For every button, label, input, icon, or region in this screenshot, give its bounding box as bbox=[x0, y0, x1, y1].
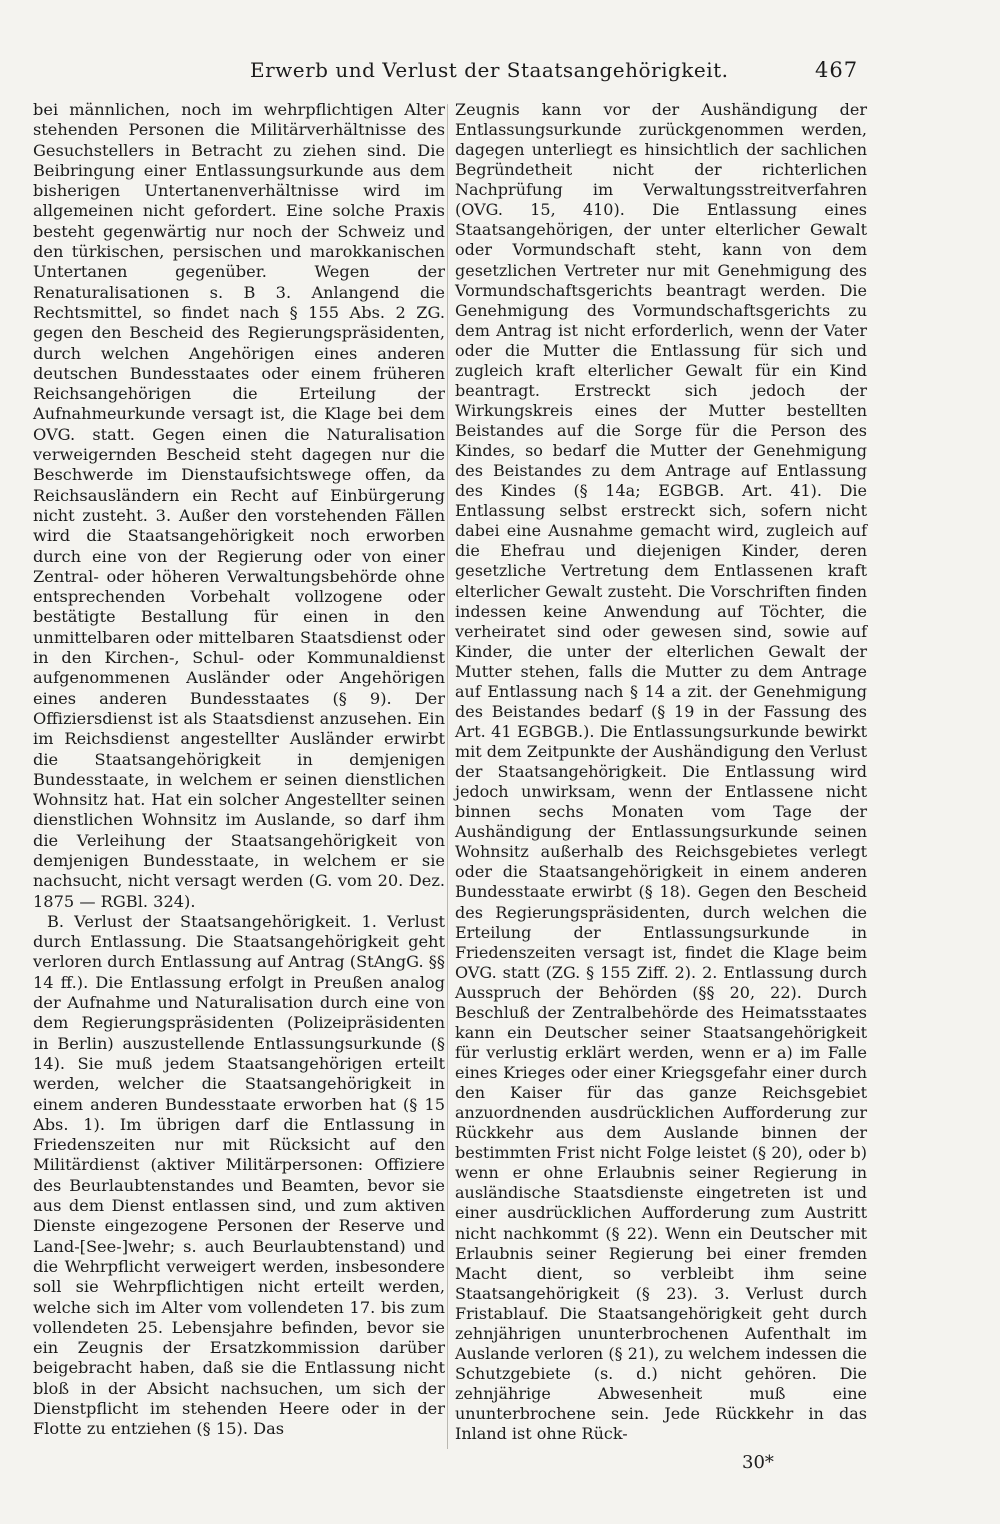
signature-mark: 30* bbox=[742, 1452, 774, 1473]
right-paragraph-1: Zeugnis kann vor der Aushändigung der Entlassungsurkunde zurückgenommen werden, dagegen unterliegt es hinsichtlich der sachlichen Begründetheit nicht der richterlichen Nachprüfung im Verwaltungsstreitverfahren (OVG. 15, 410). Die Entlassung eines Staatsangehörigen, der unter elterlicher Gewalt oder Vormundschaft steht, kann von dem gesetzlichen Vertreter nur mit Genehmigung des Vormundschaftsgerichts beantragt werden. Die Genehmigung des Vormundschaftsgerichts zu dem Antrag ist nicht erforderlich, wenn der Vater oder die Mutter die Entlassung für sich und zugleich kraft elterlicher Gewalt für ein Kind beantragt. Erstreckt sich jedoch der Wirkungskreis eines der Mutter bestellten Beistandes auf die Sorge für die Person des Kindes, so bedarf die Mutter der Genehmigung des Beistandes zu dem Antrage auf Entlassung des Kindes (§ 14a; EGBGB. Art. 41). Die Entlassung selbst erstreckt sich, sofern nicht dabei eine Ausnahme gemacht wird, zugleich auf die Ehefrau und diejenigen Kinder, deren gesetzliche Vertretung dem Entlassenen kraft elterlicher Gewalt zusteht. Die Vorschriften finden indessen keine Anwendung auf Töchter, die verheiratet sind oder gewesen sind, sowie auf Kinder, die unter der elterlichen Gewalt der Mutter stehen, falls die Mutter zu dem Antrage auf Entlassung nach § 14 a zit. der Genehmigung des Beistandes bedarf (§ 19 in der Fassung des Art. 41 EGBGB.). Die Entlassungsurkunde bewirkt mit dem Zeitpunkte der Aushändigung den Verlust der Staatsangehörigkeit. Die Entlassung wird jedoch unwirksam, wenn der Entlassene nicht binnen sechs Monaten vom Tage der Aushändigung der Entlassungsurkunde seinen Wohnsitz außerhalb des Reichsgebietes verlegt oder die Staatsangehörigkeit in einem anderen Bundesstaate erwirbt (§ 18). Gegen den Bescheid des Regierungspräsidenten, durch welchen die Erteilung der Entlassungsurkunde in Friedenszeiten versagt ist, findet die Klage beim OVG. statt (ZG. § 155 Ziff. 2). 2. Entlassung durch Ausspruch der Behörden (§§ 20, 22). Durch Beschluß der Zentralbehörde des Heimatsstaates kann ein Deutscher seiner Staatsangehörigkeit für verlustig erklärt werden, wenn er a) im Falle eines Krieges oder einer Kriegsgefahr einer durch den Kaiser für das ganze Reichsgebiet anzuordnenden ausdrücklichen Aufforderung zur Rückkehr aus dem Auslande binnen der bestimmten Frist nicht Folge leistet (§ 20), oder b) wenn er ohne Erlaubnis seiner Regierung in ausländische Staatsdienste eingetreten ist und einer ausdrücklichen Aufforderung zum Austritt nicht nachkommt (§ 22). Wenn ein Deutscher mit Erlaubnis seiner Regierung bei einer fremden Macht dient, so verbleibt ihm seine Staatsangehörigkeit (§ 23). 3. Verlust durch Fristablauf. Die Staatsangehörigkeit geht durch zehnjährigen ununterbrochenen Aufenthalt im Auslande verloren (§ 21), zu welchem indessen die Schutzgebiete (s. d.) nicht gehören. Die zehnjährige Abwesenheit muß eine ununterbrochene sein. Jede Rückkehr in das Inland ist ohne Rück- bbox=[455, 100, 868, 1444]
page-number: 467 bbox=[815, 58, 859, 82]
left-column bbox=[33, 100, 445, 1440]
left-paragraph-1: bei männlichen, noch im wehrpflichtigen Alter stehenden Personen die Militärverhältnisse des Gesuchstellers in Betracht zu ziehen sind. Die Beibringung einer Entlassungsurkunde aus dem bisherigen Untertanenverhältnisse wird im allgemeinen nicht gefordert. Eine solche Praxis besteht gegenwärtig nur noch der Schweiz und den türkischen, persischen und marokkanischen Untertanen gegenüber. Wegen der Renaturalisationen s. B 3. Anlangend die Rechtsmittel, so findet nach § 155 Abs. 2 ZG. gegen den Bescheid des Regierungspräsidenten, durch welchen Angehörigen eines anderen deutschen Bundesstaates oder einem früheren Reichsangehörigen die Erteilung der Aufnahmeurkunde versagt ist, die Klage bei dem OVG. statt. Gegen einen die Naturalisation verweigernden Bescheid steht dagegen nur die Beschwerde im Dienstaufsichtswege offen, da Reichsausländern ein Recht auf Einbürgerung nicht zusteht. 3. Außer den vorstehenden Fällen wird die Staatsangehörigkeit noch erworben durch eine von der Regierung oder von einer Zentral- oder höheren Verwaltungsbehörde ohne entsprechenden Vorbehalt vollzogene oder bestätigte Bestallung für einen in den unmittelbaren oder mittelbaren Staatsdienst oder in den Kirchen-, Schul- oder Kommunaldienst aufgenommenen Ausländer oder Angehörigen eines anderen Bundesstaates (§ 9). Der Offiziersdienst ist als Staatsdienst anzusehen. Ein im Reichsdienst angestellter Ausländer erwirbt die Staatsangehörigkeit in demjenigen Bundesstaate, in welchem er seinen dienstlichen Wohnsitz hat. Hat ein solcher Angestellter seinen dienstlichen Wohnsitz im Auslande, so darf ihm die Verleihung der Staatsangehörigkeit von demjenigen Bundesstaate, in welchem er sie nachsucht, nicht versagt werden (G. vom 20. Dez. 1875 — RGBl. 324). bbox=[33, 100, 445, 911]
left-paragraph-2: B. Verlust der Staatsangehörigkeit. 1. Verlust durch Entlassung. Die Staatsangehörigkeit geht verloren durch Entlassung auf Antrag (StAngG. §§ 14 ff.). Die Entlassung erfolgt in Preußen analog der Aufnahme und Naturalisation durch eine von dem Regierungspräsidenten (Polizeipräsidenten in Berlin) auszustellende Entlassungsurkunde (§ 14). Sie muß jedem Staatsangehörigen erteilt werden, welcher die Staatsangehörigkeit in einem anderen Bundesstaate erworben hat (§ 15 Abs. 1). Im übrigen darf die Entlassung in Friedenszeiten nur mit Rücksicht auf den Militärdienst (aktiver Militärpersonen: Offiziere des Beurlaubtenstandes und Beamten, bevor sie aus dem Dienst entlassen sind, und zum aktiven Dienste eingezogene Personen der Reserve und Land-[See-]wehr; s. auch Beurlaubtenstand) und die Wehrpflicht verweigert werden, insbesondere soll sie Wehrpflichtigen nicht erteilt werden, welche sich im Alter vom vollendeten 17. bis zum vollendeten 25. Lebensjahre befinden, bevor sie ein Zeugnis der Ersatzkommission darüber beigebracht haben, daß sie die Entlassung nicht bloß in der Absicht nachsuchen, um sich der Dienstpflicht im stehenden Heere oder in der Flotte zu entziehen (§ 15). Das bbox=[33, 911, 445, 1439]
right-column bbox=[455, 100, 867, 1444]
column-divider bbox=[447, 104, 448, 1449]
running-title: Erwerb und Verlust der Staatsangehörigkeit. bbox=[250, 58, 729, 82]
